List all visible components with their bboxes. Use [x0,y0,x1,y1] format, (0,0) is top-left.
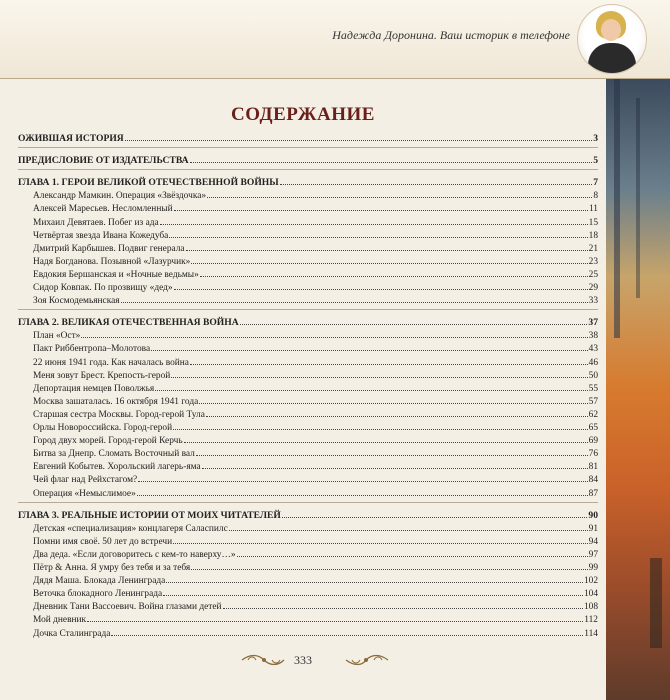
toc-entry-title: ПРЕДИСЛОВИЕ ОТ ИЗДАТЕЛЬСТВА [18,155,189,167]
toc-entry-page: 7 [593,177,598,189]
toc-entry-title: ОЖИВШАЯ ИСТОРИЯ [18,133,124,144]
toc-entry[interactable] [18,611,598,625]
toc-entry-title: Помни имя своё. 50 лет до встречи [33,536,173,547]
dot-leader [160,214,588,225]
toc-entry-page: 21 [588,243,598,254]
toc-entry[interactable] [18,292,598,306]
dot-leader [174,279,588,290]
toc-entry-title: Евгений Кобытев. Хорольский лагерь-яма [33,462,201,473]
dot-leader [121,292,588,303]
toc-entry-title: Евдокия Бершанская и «Ночные ведьмы» [33,269,199,280]
dot-leader [199,393,587,404]
dot-leader [151,340,588,351]
right-ornament-icon [344,653,390,667]
toc-entry-title: Два деда. «Если договоритесь с кем-то наверху…» [33,549,236,560]
toc-entry-page: 108 [583,602,598,613]
dot-leader [280,174,593,185]
toc-entry-page: 104 [583,589,598,600]
section-divider [18,169,598,170]
toc-entry-page: 46 [588,357,598,368]
dot-leader [200,266,588,277]
toc-entry[interactable] [18,240,598,254]
dot-leader [190,152,593,163]
toc-entry-page: 50 [588,370,598,381]
toc-entry-title: Дмитрий Карбышев. Подвиг генерала [33,243,185,254]
toc-entry[interactable] [18,585,598,599]
page-number: 333 [294,653,312,667]
dot-leader [186,240,588,251]
dot-leader [229,520,588,531]
toc-entry-title: Орлы Новороссийска. Город-герой [33,423,173,433]
toc-entry-page: 3 [593,133,598,144]
dot-leader [202,458,588,469]
toc-entry[interactable] [18,340,598,354]
avatar-body [588,43,636,74]
toc-entry-title: Надя Богданова. Позывной «Лазурчик» [33,256,191,267]
toc-entry[interactable] [18,253,598,267]
toc-entry[interactable] [18,572,598,586]
toc-entry-page: 37 [588,317,598,329]
toc-entry-page: 87 [588,488,598,499]
toc-section[interactable] [18,130,598,144]
toc-entry[interactable] [18,458,598,472]
dot-leader [190,354,588,365]
toc-entry-page: 8 [593,191,598,202]
toc-entry-title: Детская «специализация» концлагеря Саласпилс [33,523,228,534]
toc-entry-page: 97 [588,549,598,560]
toc-entry-page: 23 [588,256,598,267]
toc-entry[interactable] [18,445,598,459]
dot-leader [174,200,588,211]
dot-leader [138,471,587,482]
toc-entry-page: 55 [588,383,598,394]
toc-entry-title: Меня зовут Брест. Крепость-герой [33,370,171,381]
toc-entry-title: Зоя Космодемьянская [33,296,120,307]
toc-entry[interactable] [18,533,598,547]
dot-leader [237,546,588,557]
toc-entry-page: 18 [588,230,598,241]
toc-entry-title: Дядя Маша. Блокада Ленинграда [33,576,166,587]
dot-leader [206,406,588,417]
dot-leader [125,130,592,141]
toc-entry-title: Пётр & Анна. Я умру без тебя и за тебя [33,563,191,573]
toc-entry-title: Сидор Ковпак. По прозвищу «дед» [33,283,173,293]
toc-entry-title: ГЛАВА 2. ВЕЛИКАЯ ОТЕЧЕСТВЕННАЯ ВОЙНА [18,317,239,329]
toc-entry[interactable] [18,406,598,420]
toc-entry-page: 94 [588,536,598,547]
header-title: Надежда Доронина. Ваш историк в телефоне [332,28,570,42]
toc-entry-page: 69 [588,436,598,447]
toc-entry[interactable] [18,419,598,433]
toc-entry-title: Операция «Немыслимое» [33,488,136,499]
toc-section[interactable] [18,152,598,166]
toc-entry-page: 29 [588,283,598,293]
toc-entry[interactable] [18,393,598,407]
dot-leader [173,533,587,544]
toc-entry-title: Город двух морей. Город-герой Керчь [33,436,183,447]
toc-entry-page: 81 [588,462,598,473]
toc-entry-title: Старшая сестра Москвы. Город-герой Тула [33,409,205,420]
dot-leader [240,314,588,325]
dot-leader [173,419,588,430]
dot-leader [191,559,587,570]
avatar-face [601,19,621,41]
toc-entry-title: Битва за Днепр. Сломать Восточный вал [33,449,195,460]
dot-leader [282,507,588,518]
dot-leader [137,485,588,496]
dot-leader [111,625,583,636]
dot-leader [191,253,587,264]
toc-entry-page: 90 [588,509,598,521]
toc-entry-title: Чей флаг над Рейхстагом? [33,475,138,486]
toc-entry-page: 11 [588,204,598,215]
toc-entry-page: 91 [588,523,598,534]
toc-entry[interactable] [18,520,598,534]
toc-entry-page: 15 [588,217,598,228]
section-divider [18,309,598,310]
toc-entry-page: 25 [588,269,598,280]
toc-entry[interactable] [18,598,598,612]
toc-entry-page: 76 [588,449,598,460]
dot-leader [81,327,587,338]
contents-title: СОДЕРЖАНИЕ [231,104,375,125]
toc-entry-title: 22 июня 1941 года. Как началась война [33,357,189,368]
toc-entry[interactable] [18,227,598,241]
toc-entry-title: Веточка блокадного Ленинграда [33,589,163,600]
toc-entry[interactable] [18,279,598,293]
toc-entry[interactable] [18,327,598,341]
toc-entry-page: 57 [588,396,598,407]
toc-entry-title: Мой дневник [33,615,87,626]
dot-leader [163,585,583,596]
toc-entry[interactable] [18,380,598,394]
toc-entry[interactable] [18,485,598,499]
toc-entry[interactable] [18,367,598,381]
toc-entry-page: 33 [588,296,598,307]
toc-entry[interactable] [18,214,598,228]
section-divider [18,147,598,148]
toc-entry-page: 43 [588,344,598,355]
toc-entry[interactable] [18,625,598,639]
toc-entry-page: 112 [584,615,598,626]
toc-chapter[interactable] [18,174,598,188]
dot-leader [169,227,587,238]
toc-entry-title: Дочка Сталинграда [33,628,111,639]
page-header [0,0,670,79]
toc-entry-page: 62 [588,409,598,420]
toc-entry-title: ГЛАВА 3. РЕАЛЬНЫЕ ИСТОРИИ ОТ МОИХ ЧИТАТЕЛЕЙ [18,509,281,521]
toc-entry-title: Алексей Маресьев. Несломленный [33,204,173,215]
toc-entry[interactable] [18,266,598,280]
dot-leader [184,432,588,443]
toc-entry-page: 38 [588,331,598,342]
dot-leader [196,445,588,456]
toc-entry-title: Москва зашаталась. 16 октября 1941 года [33,396,199,407]
toc-entry-page: 99 [588,563,598,573]
toc-entry[interactable] [18,187,598,201]
toc-entry-page: 65 [588,423,598,433]
dot-leader [87,611,583,622]
toc-entry-title: Депортация немцев Поволжья [33,383,155,394]
dot-leader [223,598,583,609]
dot-leader [155,380,587,391]
toc-entry-title: ГЛАВА 1. ГЕРОИ ВЕЛИКОЙ ОТЕЧЕСТВЕННОЙ ВОЙНЫ [18,177,279,189]
toc-entry-title: Четвёртая звезда Ивана Кожедуба [33,230,169,241]
painting-strip [606,78,670,700]
section-divider [18,502,598,503]
toc-entry[interactable] [18,559,598,573]
author-avatar [577,4,647,74]
toc-entry-title: Михаил Девятаев. Побег из ада [33,217,159,228]
toc-entry-title: Пакт Риббентропа–Молотова [33,344,151,355]
toc-entry[interactable] [18,200,598,214]
toc-entry-page: 102 [583,576,598,587]
toc-entry-title: Александр Мамкин. Операция «Звёздочка» [33,191,207,202]
toc-entry-page: 114 [584,628,598,639]
toc-entry[interactable] [18,354,598,368]
dot-leader [166,572,583,583]
toc-entry-title: План «Ост» [33,331,81,342]
toc-entry-title: Дневник Тани Вассоевич. Война глазами детей [33,602,222,613]
dot-leader [207,187,592,198]
toc-entry[interactable] [18,471,598,485]
toc-entry-page: 5 [593,155,598,167]
toc-entry[interactable] [18,432,598,446]
toc-chapter[interactable] [18,507,598,521]
toc-chapter[interactable] [18,314,598,328]
toc-entry[interactable] [18,546,598,560]
toc-entry-page: 84 [588,475,598,486]
dot-leader [171,367,587,378]
